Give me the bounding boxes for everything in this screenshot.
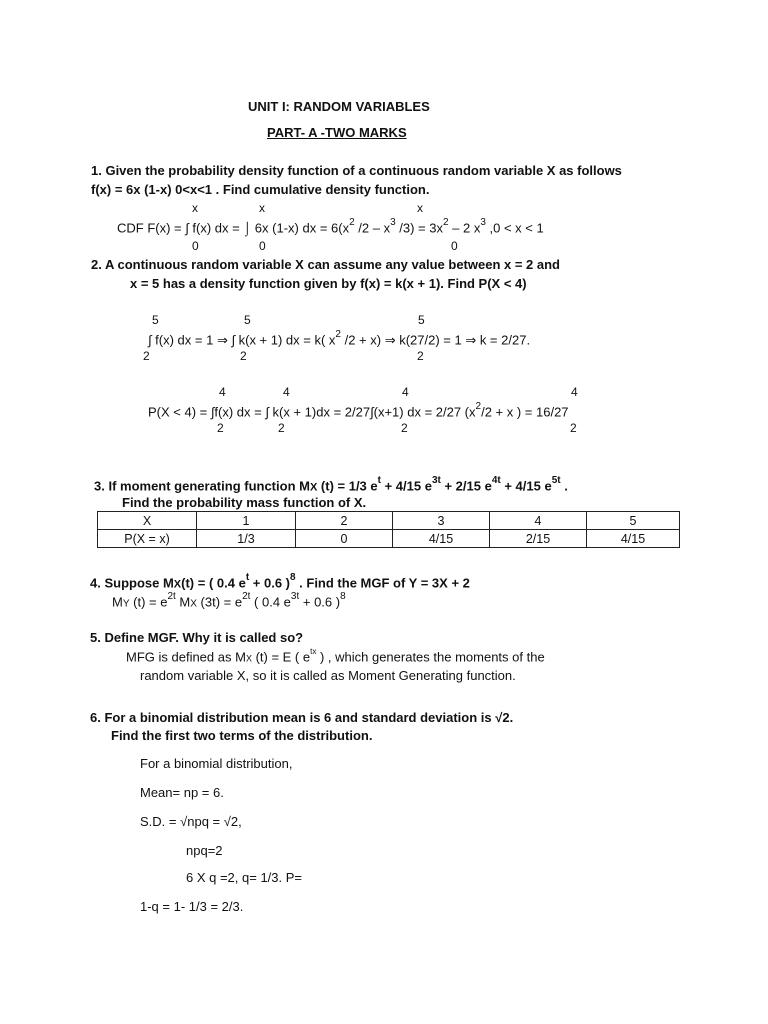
q5-ans2: random variable X, so it is called as Moment Generating function. [140, 668, 516, 683]
table-cell: 4/15 [587, 530, 680, 548]
q1-upper-limit-3: x [417, 201, 423, 215]
q6-line2: Find the first two terms of the distribution. [111, 728, 373, 743]
q2-eq1: ∫ f(x) dx = 1 ⇒ ∫ k(x + 1) dx = k( $x^2$ /2 + x) ⇒ k(27/2) = 1 ⇒ k = 2/27. [148, 329, 531, 348]
q2-eq2-lower-1: 2 [217, 421, 224, 435]
q1-answer: CDF F(x) = ∫ f(x) dx = ⌡ 6x (1-x) dx = $6(x^2$ $/2 - x^3$ $/3) = 3x^2 - 2$ $x^3$ ,0 < x < 1 [117, 217, 544, 236]
table-cell: 1 [197, 512, 296, 530]
q2-eq2-lower-4: 2 [570, 421, 577, 435]
q1-line1: 1. Given the probability density function of a continuous random variable X as follows [91, 163, 622, 178]
part-title: PART- A -TWO MARKS [267, 125, 407, 140]
table-cell: 1/3 [197, 530, 296, 548]
table-row [98, 512, 680, 530]
q2-eq1-upper-1: 5 [152, 313, 159, 327]
q2-line2: x = 5 has a density function given by f(x) = k(x + 1). Find P(X < 4) [130, 276, 527, 291]
q2-eq1-upper-3: 5 [418, 313, 425, 327]
table-cell: 4/15 [393, 530, 490, 548]
q2-eq1-lower-1: 2 [143, 349, 150, 363]
q2-eq2-upper-3: 4 [402, 385, 409, 399]
pmf-table [97, 511, 680, 548]
q3-line1: 3. If moment generating function MX (t) = 1/3 $e^t + 4/15$ $e^{3t} + 2/15$ $e^{4t} + 4/15$ $e^{5t}$ . [94, 475, 568, 494]
q1-upper-limit-1: x [192, 201, 198, 215]
q3-line2: Find the probability mass function of X. [122, 495, 367, 510]
q1-lower-limit-2: 0 [259, 239, 266, 253]
table-cell: 0 [296, 530, 393, 548]
q2-eq2-lower-3: 2 [401, 421, 408, 435]
q1-line2: f(x) = 6x (1-x) 0<x<1 . Find cumulative density function. [91, 182, 430, 197]
table-cell: P(X = x) [98, 530, 197, 548]
q1-upper-limit-2: x [259, 201, 265, 215]
unit-title: UNIT I: RANDOM VARIABLES [248, 99, 430, 114]
q2-eq1-upper-2: 5 [244, 313, 251, 327]
q6-answer-6: 1-q = 1- 1/3 = 2/3. [140, 899, 244, 914]
table-cell: 4 [490, 512, 587, 530]
q4-line2: MY $(t) = e^{2t}$ MX $(3t) = e^{2t}$ ( 0.4 $e^{3t} + 0.6$ )$^8$ [112, 591, 346, 610]
q2-eq2-upper-1: 4 [219, 385, 226, 399]
table-row [98, 530, 680, 548]
q6-answer-1: For a binomial distribution, [140, 756, 293, 771]
q6-answer-4: npq=2 [186, 843, 223, 858]
q2-line1: 2. A continuous random variable X can assume any value between x = 2 and [91, 257, 561, 272]
table-cell: X [98, 512, 197, 530]
q6-answer-3: S.D. = √npq = √2, [140, 814, 242, 829]
table-cell: 2 [296, 512, 393, 530]
q2-eq1-lower-2: 2 [240, 349, 247, 363]
q6-line1: 6. For a binomial distribution mean is 6 and standard deviation is √2. [90, 710, 514, 725]
table-cell: 5 [587, 512, 680, 530]
q2-eq2: P(X < 4) = ∫f(x) dx = ∫ k(x + 1)dx = 2/27∫(x+1) dx = 2/27 ($x^2/2 + x$ ) = 16/27 [148, 401, 569, 420]
q2-eq1-lower-3: 2 [417, 349, 424, 363]
table-cell: 3 [393, 512, 490, 530]
q6-answer-2: Mean= np = 6. [140, 785, 224, 800]
q1-lower-limit-1: 0 [192, 239, 199, 253]
q5-line1: 5. Define MGF. Why it is called so? [90, 630, 304, 645]
q5-ans1: MFG is defined as MX (t) = E ( $e^{tx}$ ) , which generates the moments of the [126, 647, 545, 665]
q2-eq2-upper-4: 4 [571, 385, 578, 399]
q4-line1: 4. Suppose MX(t) = ( 0.4 $e^t + 0.6$ )$^8$ . Find the MGF of Y = 3X + 2 [90, 572, 470, 591]
q2-eq2-lower-2: 2 [278, 421, 285, 435]
q2-eq2-upper-2: 4 [283, 385, 290, 399]
q1-lower-limit-3: 0 [451, 239, 458, 253]
table-cell: 2/15 [490, 530, 587, 548]
q6-answer-5: 6 X q =2, q= 1/3. P= [186, 870, 303, 885]
